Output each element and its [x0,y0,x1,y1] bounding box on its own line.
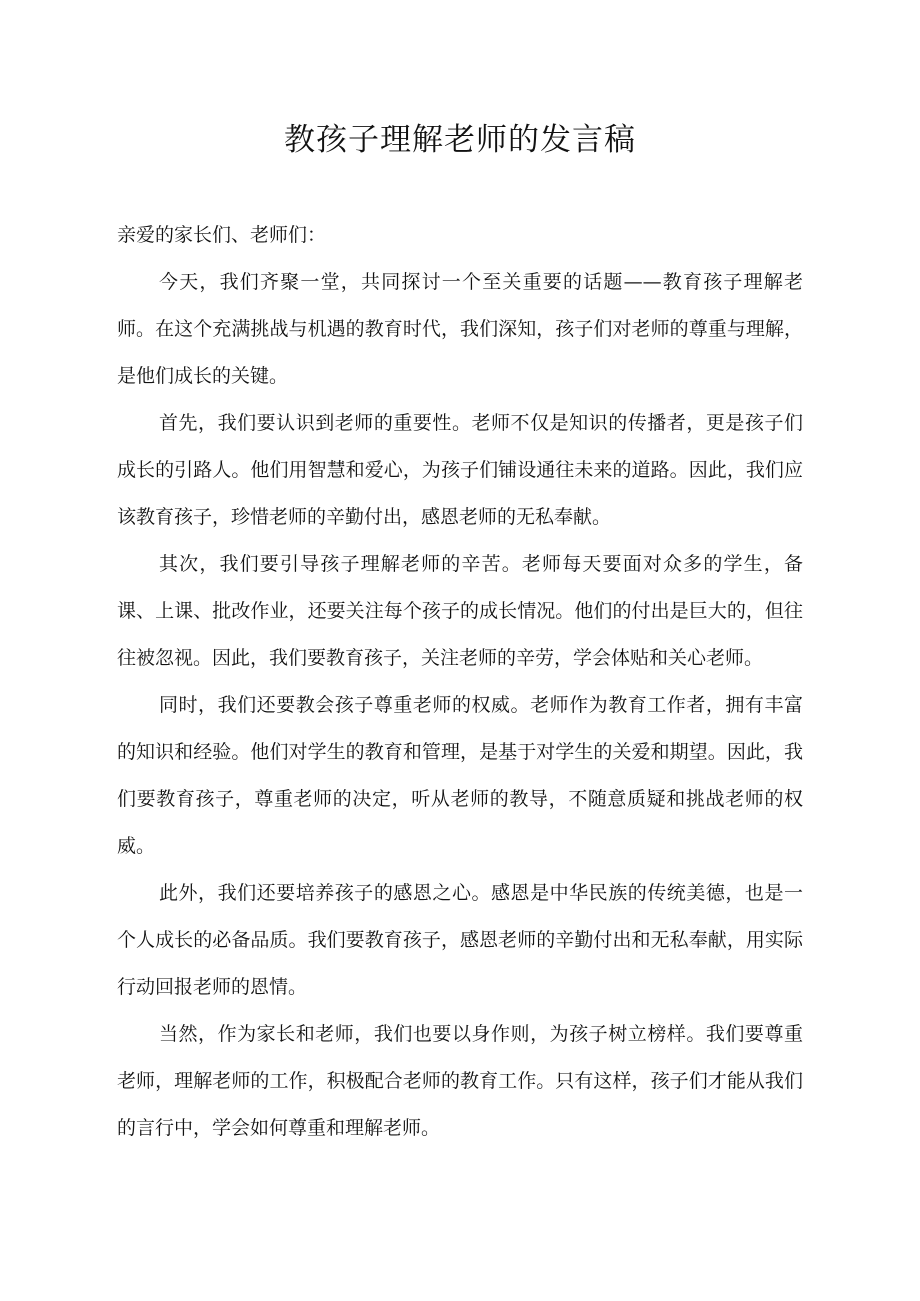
paragraph-4: 同时，我们还要教会孩子尊重老师的权威。老师作为教育工作者，拥有丰富的知识和经验。他们对学生的教育和管理，是基于对学生的关爱和期望。因此，我们要教育孩子，尊重老师的决定，听从老师的教导，不随意质疑和挑战老师的权威。 [117,694,803,857]
salutation: 亲爱的家长们、老师们： [117,224,327,246]
paragraph-3: 其次，我们要引导孩子理解老师的辛苦。老师每天要面对众多的学生，备课、上课、批改作业，还要关注每个孩子的成长情况。他们的付出是巨大的，但往往被忽视。因此，我们要教育孩子，关注老师的辛劳，学会体贴和关心老师。 [117,553,803,669]
paragraph-1: 今天，我们齐聚一堂，共同探讨一个至关重要的话题——教育孩子理解老师。在这个充满挑战与机遇的教育时代，我们深知，孩子们对老师的尊重与理解，是他们成长的关键。 [117,271,803,387]
paragraph-6: 当然，作为家长和老师，我们也要以身作则，为孩子树立榜样。我们要尊重老师，理解老师的工作，积极配合老师的教育工作。只有这样，孩子们才能从我们的言行中，学会如何尊重和理解老师。 [117,1023,803,1139]
document-body [117,212,803,1152]
paragraph-2: 首先，我们要认识到老师的重要性。老师不仅是知识的传播者，更是孩子们成长的引路人。他们用智慧和爱心，为孩子们铺设通往未来的道路。因此，我们应该教育孩子，珍惜老师的辛勤付出，感恩老师的无私奉献。 [117,412,803,528]
document-title: 教孩子理解老师的发言稿 [284,122,636,158]
paragraph-5: 此外，我们还要培养孩子的感恩之心。感恩是中华民族的传统美德，也是一个人成长的必备品质。我们要教育孩子，感恩老师的辛勤付出和无私奉献，用实际行动回报老师的恩情。 [117,882,803,998]
